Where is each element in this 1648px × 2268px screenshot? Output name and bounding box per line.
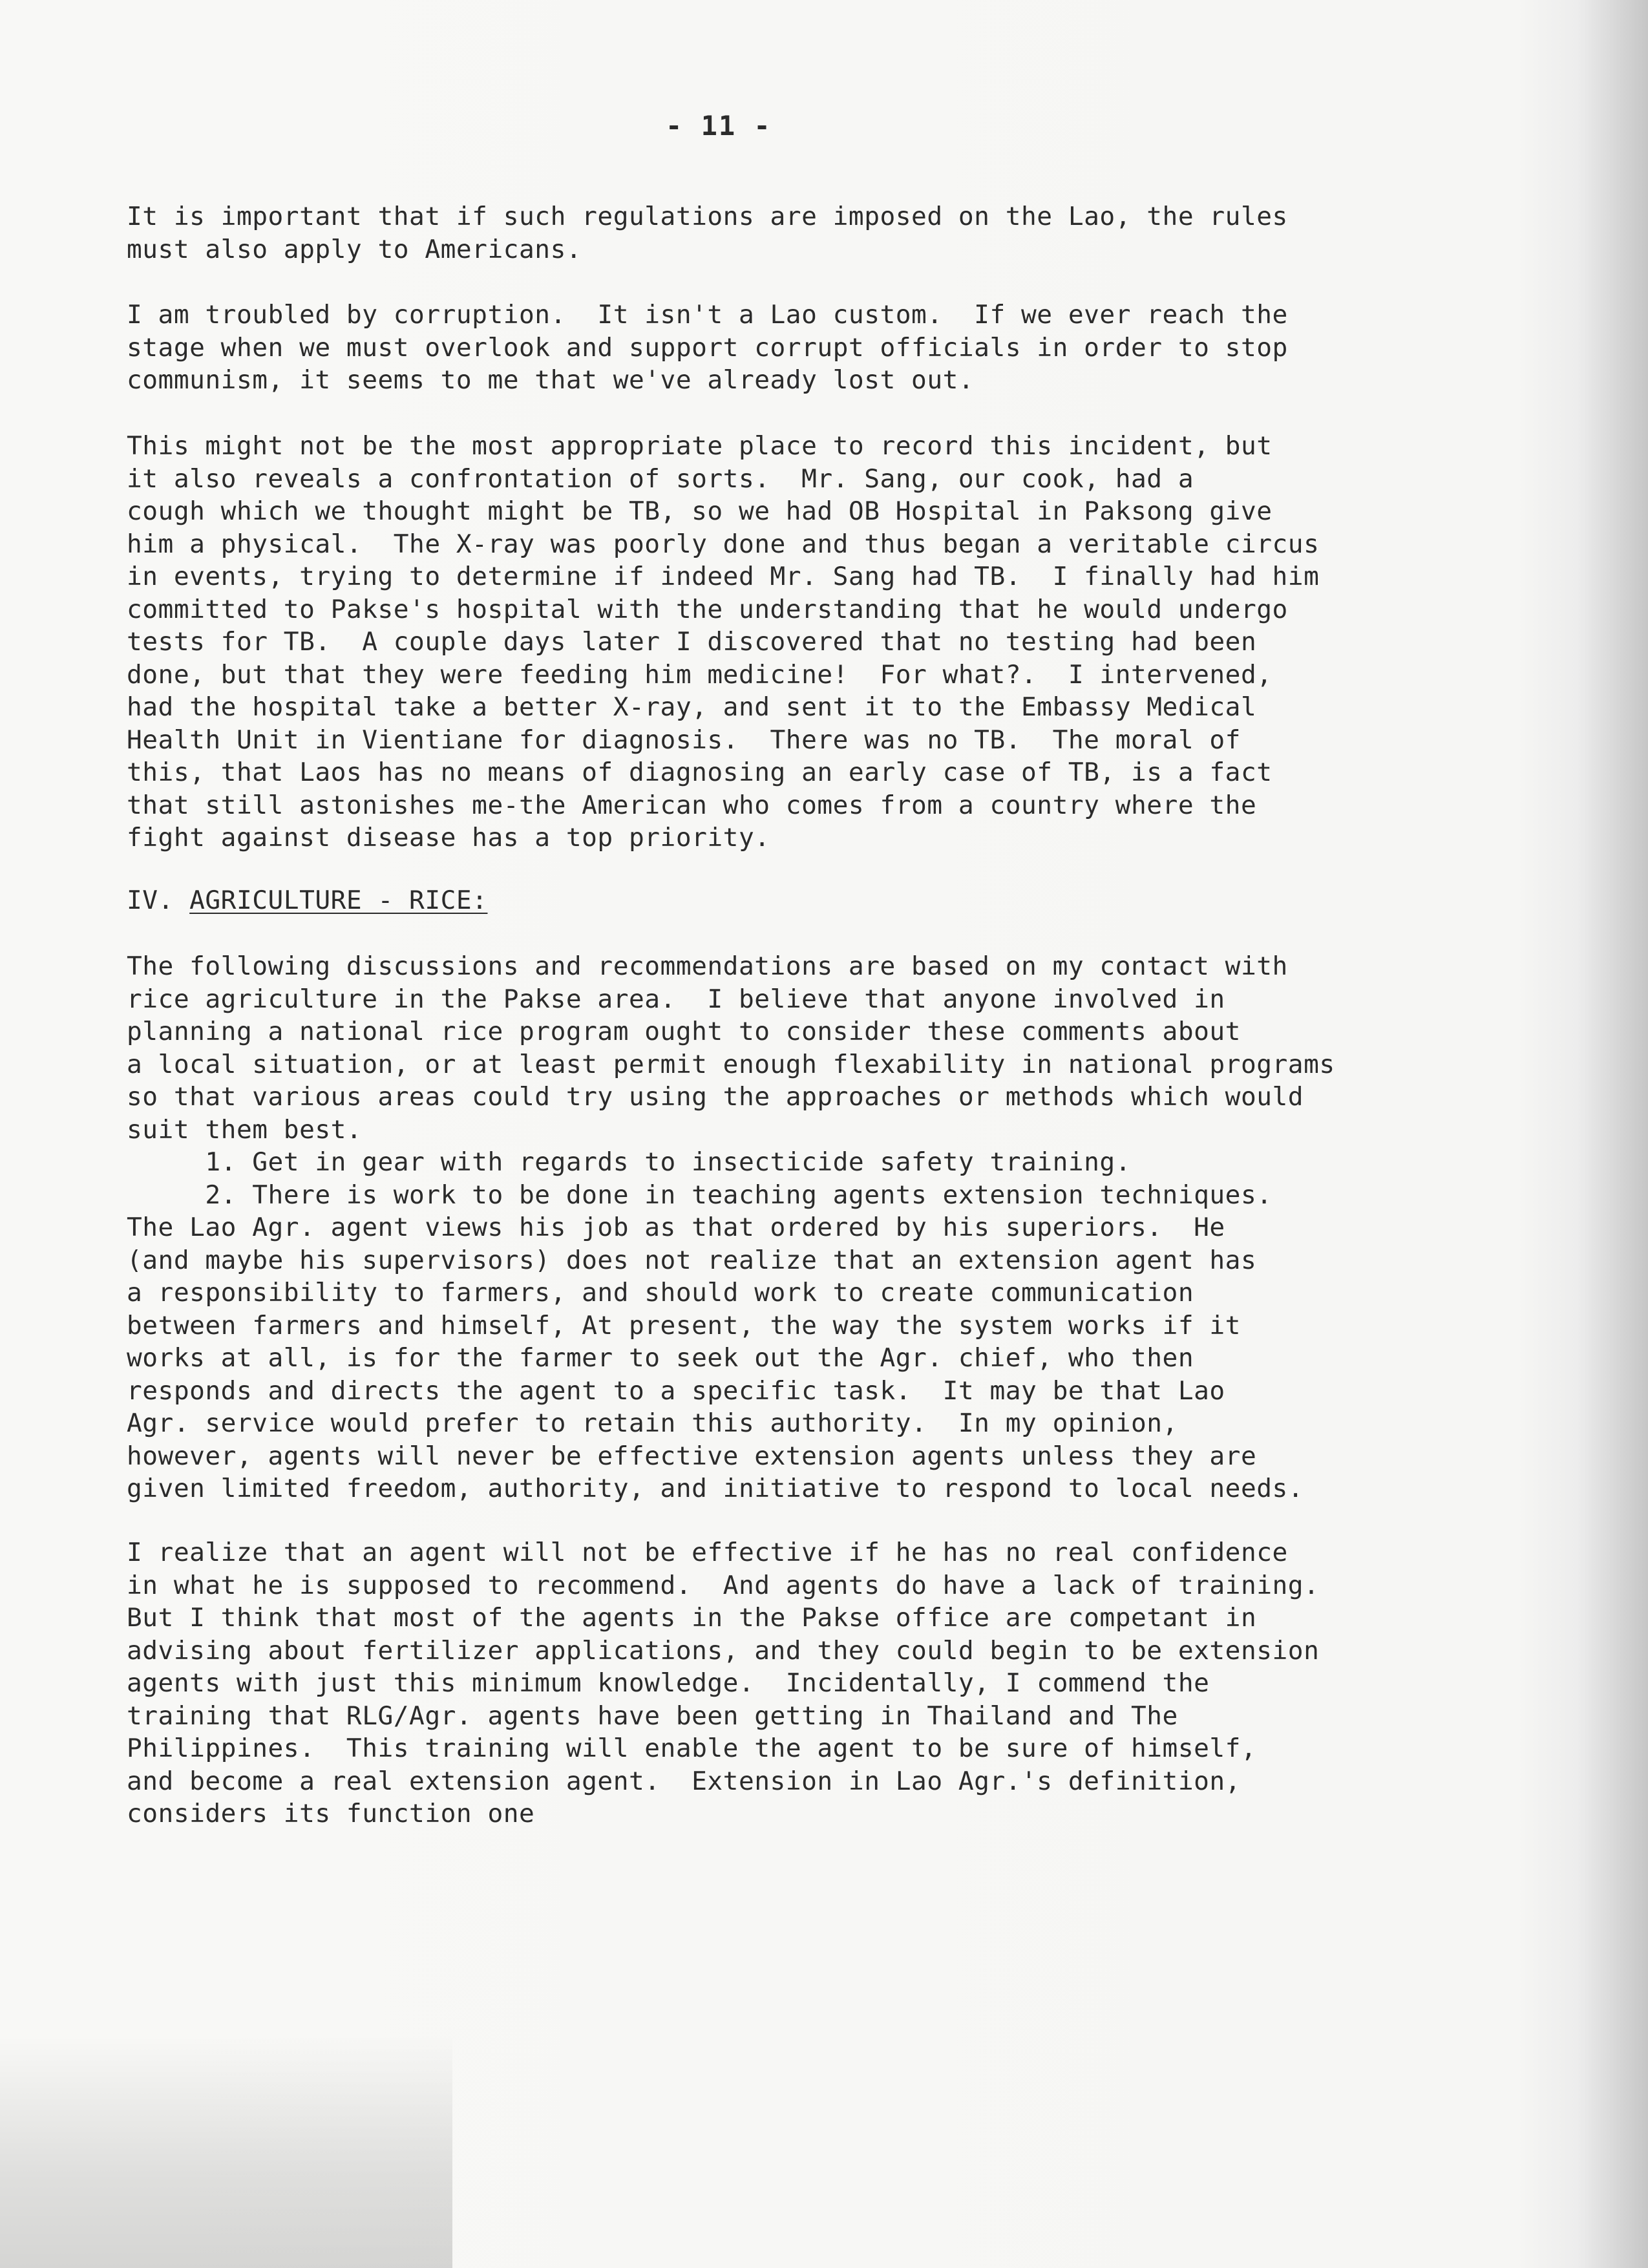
text-line: (and maybe his supervisors) does not realize that an extension agent has [127, 1245, 1257, 1275]
text-line: responds and directs the agent to a specific task. It may be that Lao [127, 1375, 1225, 1406]
text-line: The Lao Agr. agent views his job as that ordered by his superiors. He [127, 1213, 1225, 1242]
section-heading [127, 884, 487, 917]
paragraph-regulations [127, 200, 1288, 266]
scan-shadow [0, 2035, 452, 2268]
text-line: The following discussions and recommendations are based on my contact with [127, 951, 1288, 981]
text-line: It is important that if such regulations are imposed on the Lao, the rules [127, 202, 1288, 231]
section-heading-title: AGRICULTURE - RICE: [189, 885, 488, 915]
paragraph-rice-recommendations [127, 950, 1335, 1505]
text-line: it also reveals a confrontation of sorts. Mr. Sang, our cook, had a [127, 463, 1194, 494]
text-line: in events, trying to determine if indeed Mr. Sang had TB. I finally had him [127, 562, 1320, 591]
text-line: 2. There is work to be done in teaching agents extension techniques. [127, 1180, 1273, 1210]
text-line: I realize that an agent will not be effective if he has no real confidence [127, 1538, 1288, 1567]
text-line: in what he is supposed to recommend. And agents do have a lack of training. [127, 1570, 1320, 1600]
paragraph-extension-agents [127, 1536, 1319, 1830]
paragraph-tb-incident [127, 430, 1319, 854]
text-line: had the hospital take a better X-ray, and sent it to the Embassy Medical [127, 692, 1257, 722]
text-line: committed to Pakse's hospital with the understanding that he would undergo [127, 594, 1288, 624]
page-edge-shadow [1577, 0, 1648, 2268]
text-line: this, that Laos has no means of diagnosing an early case of TB, is a fact [127, 758, 1273, 787]
text-line: and become a real extension agent. Extension in Lao Agr.'s definition, [127, 1766, 1241, 1796]
text-line: rice agriculture in the Pakse area. I believe that anyone involved in [127, 984, 1225, 1014]
text-line: must also apply to Americans. [127, 234, 582, 264]
text-line: fight against disease has a top priority. [127, 823, 770, 853]
text-line: done, but that they were feeding him medicine! For what?. I intervened, [127, 659, 1273, 690]
page-number: - 11 - [666, 110, 772, 142]
paragraph-corruption [127, 299, 1288, 397]
text-line: a local situation, or at least permit enough flexability in national programs [127, 1049, 1335, 1079]
text-line: suit them best. [127, 1114, 363, 1145]
text-line: communism, it seems to me that we've already lost out. [127, 365, 975, 395]
text-line: between farmers and himself, At present, the way the system works if it [127, 1310, 1241, 1341]
text-line: I am troubled by corruption. It isn't a Lao custom. If we ever reach the [127, 300, 1288, 330]
text-line: a responsibility to farmers, and should work to create communication [127, 1278, 1194, 1308]
text-line: so that various areas could try using the approaches or methods which would [127, 1082, 1304, 1112]
text-line: Health Unit in Vientiane for diagnosis. There was no TB. The moral of [127, 725, 1241, 755]
text-line: planning a national rice program ought to consider these comments about [127, 1017, 1241, 1046]
text-line: works at all, is for the farmer to seek out the Agr. chief, who then [127, 1343, 1194, 1373]
section-heading-number: IV. [127, 885, 190, 915]
text-line: advising about fertilizer applications, and they could begin to be extension [127, 1635, 1320, 1666]
text-line: Philippines. This training will enable the agent to be sure of himself, [127, 1733, 1257, 1763]
text-line: Agr. service would prefer to retain this authority. In my opinion, [127, 1408, 1178, 1438]
text-line: stage when we must overlook and support corrupt officials in order to stop [127, 332, 1288, 363]
text-line: cough which we thought might be TB, so we had OB Hospital in Paksong give [127, 496, 1273, 526]
text-line: given limited freedom, authority, and initiative to respond to local needs. [127, 1474, 1304, 1503]
text-line: But I think that most of the agents in the Pakse office are competant in [127, 1603, 1257, 1633]
text-line: tests for TB. A couple days later I discovered that no testing had been [127, 627, 1257, 657]
text-line: training that RLG/Agr. agents have been getting in Thailand and The [127, 1701, 1178, 1731]
text-line: however, agents will never be effective extension agents unless they are [127, 1441, 1257, 1471]
text-line: him a physical. The X-ray was poorly done and thus began a veritable circus [127, 529, 1320, 559]
text-line: 1. Get in gear with regards to insecticide safety training. [127, 1147, 1131, 1177]
text-line: considers its function one [127, 1799, 535, 1828]
text-line: This might not be the most appropriate place to record this incident, but [127, 431, 1273, 461]
text-line: that still astonishes me-the American who comes from a country where the [127, 790, 1257, 820]
text-line: agents with just this minimum knowledge. Incidentally, I commend the [127, 1668, 1210, 1698]
